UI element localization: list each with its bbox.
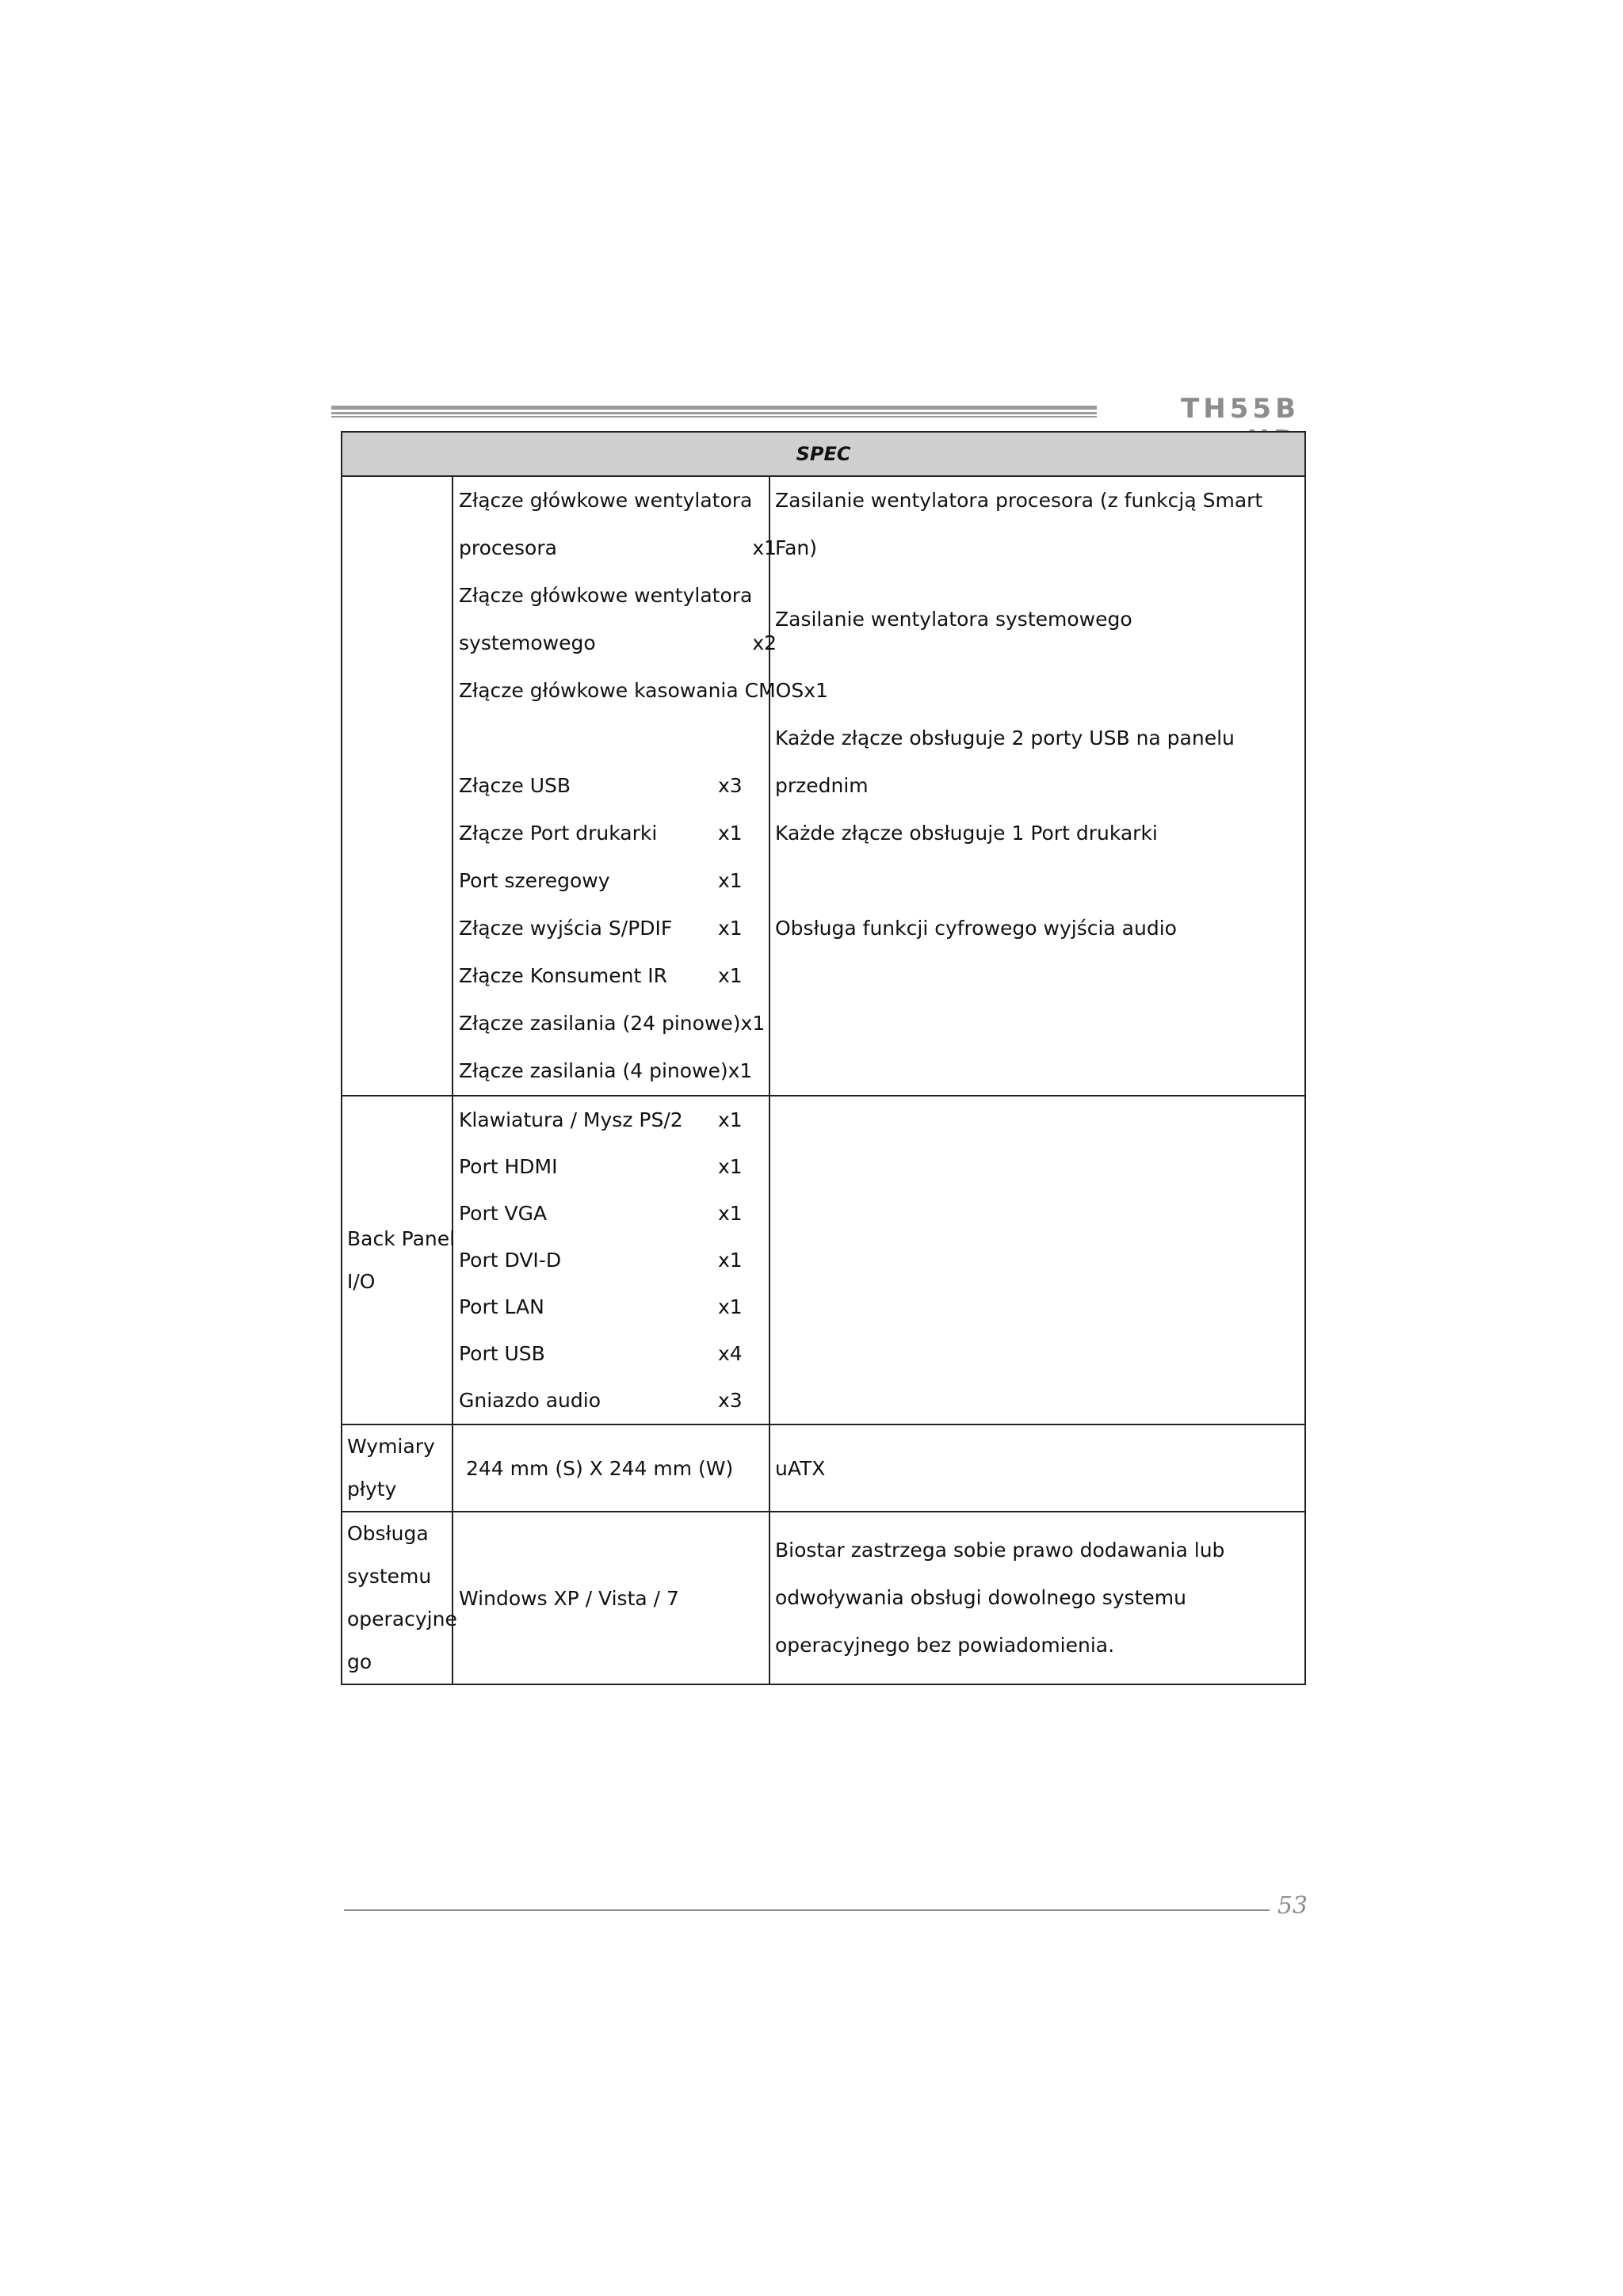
back-panel-item-qty: x1 bbox=[718, 1202, 743, 1225]
internal-connectors-row bbox=[342, 476, 1305, 1096]
internal-item-name-line: Złącze główkowe wentylatora bbox=[459, 489, 753, 512]
internal-item-qty: x1 bbox=[718, 917, 743, 940]
internal-item bbox=[453, 477, 777, 572]
os-value: Windows XP / Vista / 7 bbox=[453, 1512, 769, 1684]
internal-item-name bbox=[459, 952, 718, 1000]
internal-item-qty: x1 bbox=[718, 869, 743, 892]
category-line: Obsługa bbox=[347, 1522, 429, 1545]
header-line bbox=[331, 406, 1097, 410]
internal-item-qty: x3 bbox=[718, 774, 743, 797]
dimensions-row bbox=[342, 1425, 1305, 1512]
back-panel-item-name: Port DVI-D bbox=[459, 1249, 562, 1272]
back-panel-item-qty: x1 bbox=[718, 1155, 743, 1178]
back-panel-item bbox=[453, 1377, 769, 1424]
internal-item-name bbox=[459, 810, 718, 857]
internal-item bbox=[453, 952, 769, 1000]
internal-item-desc bbox=[775, 905, 1296, 952]
back-panel-items-cell bbox=[453, 1096, 769, 1425]
internal-item bbox=[453, 810, 769, 857]
internal-item-name-line: Złącze wyjścia S/PDIF bbox=[459, 917, 673, 940]
os-desc-line: operacyjnego bez powiadomienia. bbox=[775, 1634, 1115, 1657]
internal-item-desc bbox=[775, 572, 1296, 667]
back-panel-desc-cell bbox=[769, 1096, 1305, 1425]
os-desc bbox=[769, 1512, 1305, 1684]
internal-item-name bbox=[459, 857, 718, 905]
back-panel-item-name: Port VGA bbox=[459, 1202, 548, 1225]
internal-item-desc bbox=[775, 477, 1296, 572]
header-line bbox=[331, 416, 1097, 418]
internal-item-qty: x1 bbox=[718, 964, 743, 987]
back-panel-item-name: Port HDMI bbox=[459, 1155, 558, 1178]
internal-category-cell bbox=[342, 476, 453, 1096]
category-line: Back Panel bbox=[347, 1226, 456, 1250]
spec-table bbox=[341, 431, 1306, 1685]
internal-descs-list bbox=[775, 477, 1296, 1095]
internal-item-qty: x1 bbox=[752, 536, 777, 559]
category-line: go bbox=[347, 1650, 372, 1673]
category-line: I/O bbox=[347, 1269, 376, 1293]
internal-item-desc bbox=[775, 952, 1296, 1000]
spec-title: SPEC bbox=[342, 432, 1305, 476]
back-panel-item-qty: x1 bbox=[718, 1295, 743, 1318]
dimensions-category bbox=[342, 1425, 453, 1512]
internal-item-qty: x1 bbox=[727, 1059, 753, 1082]
category-line: operacyjne bbox=[347, 1608, 457, 1630]
dimensions-value: 244 mm (S) X 244 mm (W) bbox=[453, 1425, 769, 1512]
model-title: TH55B bbox=[1181, 393, 1300, 425]
internal-item-name bbox=[459, 477, 752, 572]
internal-item-desc-line: Zasilanie wentylatora systemowego bbox=[775, 608, 1132, 631]
page-number: 53 bbox=[1277, 1892, 1308, 1920]
internal-item-name-line: Złącze główkowe kasowania CMOS bbox=[459, 679, 804, 702]
internal-item bbox=[453, 715, 769, 810]
os-desc-line: odwoływania obsługi dowolnego systemu bbox=[775, 1586, 1186, 1609]
internal-item-desc bbox=[775, 810, 1296, 857]
internal-item bbox=[453, 572, 777, 667]
back-panel-item bbox=[453, 1283, 769, 1330]
internal-item-name-line: Złącze Konsument IR bbox=[459, 964, 667, 987]
internal-item-name bbox=[459, 715, 718, 810]
back-panel-item-qty: x1 bbox=[718, 1249, 743, 1272]
internal-item-desc bbox=[775, 857, 1296, 905]
os-desc-line: Biostar zastrzega sobie prawo dodawania lub bbox=[775, 1539, 1225, 1562]
internal-item bbox=[453, 857, 769, 905]
back-panel-category bbox=[342, 1096, 456, 1425]
internal-item-desc bbox=[775, 715, 1296, 810]
internal-item-name-line: Złącze zasilania (4 pinowe) bbox=[459, 1059, 728, 1082]
spec-header-row bbox=[342, 432, 1305, 476]
internal-item-name bbox=[459, 572, 752, 667]
internal-item-name bbox=[459, 667, 804, 715]
internal-item-desc-line: przednim bbox=[775, 774, 869, 797]
back-panel-item-qty: x3 bbox=[718, 1389, 743, 1412]
internal-item-name bbox=[459, 1047, 728, 1095]
internal-item-qty: x1 bbox=[804, 679, 828, 702]
internal-item-qty: x2 bbox=[752, 631, 777, 654]
back-panel-item-qty: x4 bbox=[718, 1342, 743, 1365]
category-line: Wymiary bbox=[347, 1435, 435, 1458]
internal-item-qty: x1 bbox=[718, 822, 743, 845]
back-panel-item-name: Port LAN bbox=[459, 1295, 544, 1318]
internal-item-desc-line: Obsługa funkcji cyfrowego wyjścia audio bbox=[775, 917, 1177, 940]
back-panel-item bbox=[453, 1330, 769, 1377]
internal-desc-cell bbox=[769, 476, 1305, 1096]
back-panel-item bbox=[453, 1190, 769, 1237]
internal-item-desc bbox=[775, 1047, 1296, 1095]
internal-item-desc-line: Każde złącze obsługuje 1 Port drukarki bbox=[775, 822, 1158, 845]
back-panel-item bbox=[453, 1143, 769, 1190]
internal-item bbox=[453, 1047, 769, 1095]
internal-item-name-line: Port szeregowy bbox=[459, 869, 610, 892]
back-panel-item-name: Gniazdo audio bbox=[459, 1389, 601, 1412]
back-panel-item-name: Port USB bbox=[459, 1342, 545, 1365]
internal-item-desc-line: Zasilanie wentylatora procesora (z funkcją Smart bbox=[775, 489, 1263, 512]
internal-item bbox=[453, 905, 769, 952]
internal-item-name-line: Złącze Port drukarki bbox=[459, 822, 658, 845]
internal-item-desc bbox=[775, 1000, 1296, 1047]
internal-item-name-line: Złącze główkowe wentylatora bbox=[459, 584, 753, 607]
os-row bbox=[342, 1512, 1305, 1684]
os-category bbox=[342, 1512, 457, 1684]
internal-item-qty: x1 bbox=[740, 1012, 766, 1035]
internal-item-desc bbox=[775, 667, 1296, 715]
internal-item-desc-line: Fan) bbox=[775, 536, 818, 559]
internal-item-name-line: procesora bbox=[459, 536, 557, 559]
internal-item-name-line: systemowego bbox=[459, 631, 596, 654]
internal-item bbox=[453, 667, 828, 715]
back-panel-item bbox=[453, 1097, 769, 1143]
header-decoration-lines bbox=[331, 406, 1097, 418]
internal-item-name bbox=[459, 905, 718, 952]
back-panel-row bbox=[342, 1096, 1305, 1425]
internal-item-name bbox=[459, 1000, 741, 1047]
internal-item-name-line: Złącze USB bbox=[459, 774, 571, 797]
footer-line bbox=[344, 1909, 1270, 1911]
back-panel-item-qty: x1 bbox=[718, 1108, 743, 1131]
internal-item-desc-line: Każde złącze obsługuje 2 porty USB na panelu bbox=[775, 727, 1235, 749]
header-line bbox=[331, 412, 1097, 414]
back-panel-items-list bbox=[453, 1097, 769, 1424]
dimensions-desc: uATX bbox=[769, 1425, 1305, 1512]
back-panel-item bbox=[453, 1237, 769, 1283]
category-line: systemu bbox=[347, 1565, 432, 1588]
internal-item-name-line: Złącze zasilania (24 pinowe) bbox=[459, 1012, 741, 1035]
internal-item bbox=[453, 1000, 769, 1047]
back-panel-item-name: Klawiatura / Mysz PS/2 bbox=[459, 1108, 683, 1131]
category-line: płyty bbox=[347, 1478, 397, 1501]
